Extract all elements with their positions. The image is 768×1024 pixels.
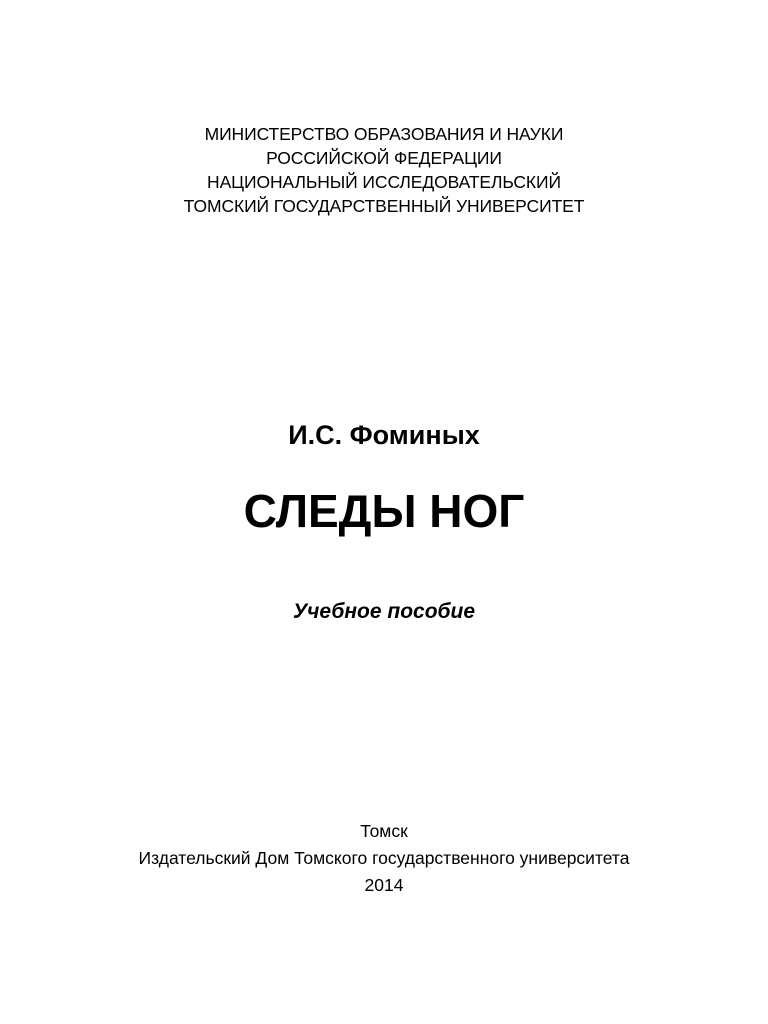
book-subtitle: Учебное пособие <box>292 600 476 623</box>
publisher-name: Издательский Дом Томского государственного университета <box>138 848 630 868</box>
ministry-line: МИНИСТЕРСТВО ОБРАЗОВАНИЯ И НАУКИ <box>204 124 564 144</box>
publication-city: Томск <box>360 821 408 841</box>
institution-header <box>0 122 768 218</box>
university-line: ТОМСКИЙ ГОСУДАРСТВЕННЫЙ УНИВЕРСИТЕТ <box>183 196 585 216</box>
author-name: И.С. Фоминых <box>288 420 480 450</box>
publication-year: 2014 <box>364 875 404 895</box>
publication-info <box>0 818 768 899</box>
book-title: СЛЕДЫ НОГ <box>243 485 525 537</box>
national-research-line: НАЦИОНАЛЬНЫЙ ИССЛЕДОВАТЕЛЬСКИЙ <box>207 172 561 192</box>
federation-line: РОССИЙСКОЙ ФЕДЕРАЦИИ <box>266 148 502 168</box>
